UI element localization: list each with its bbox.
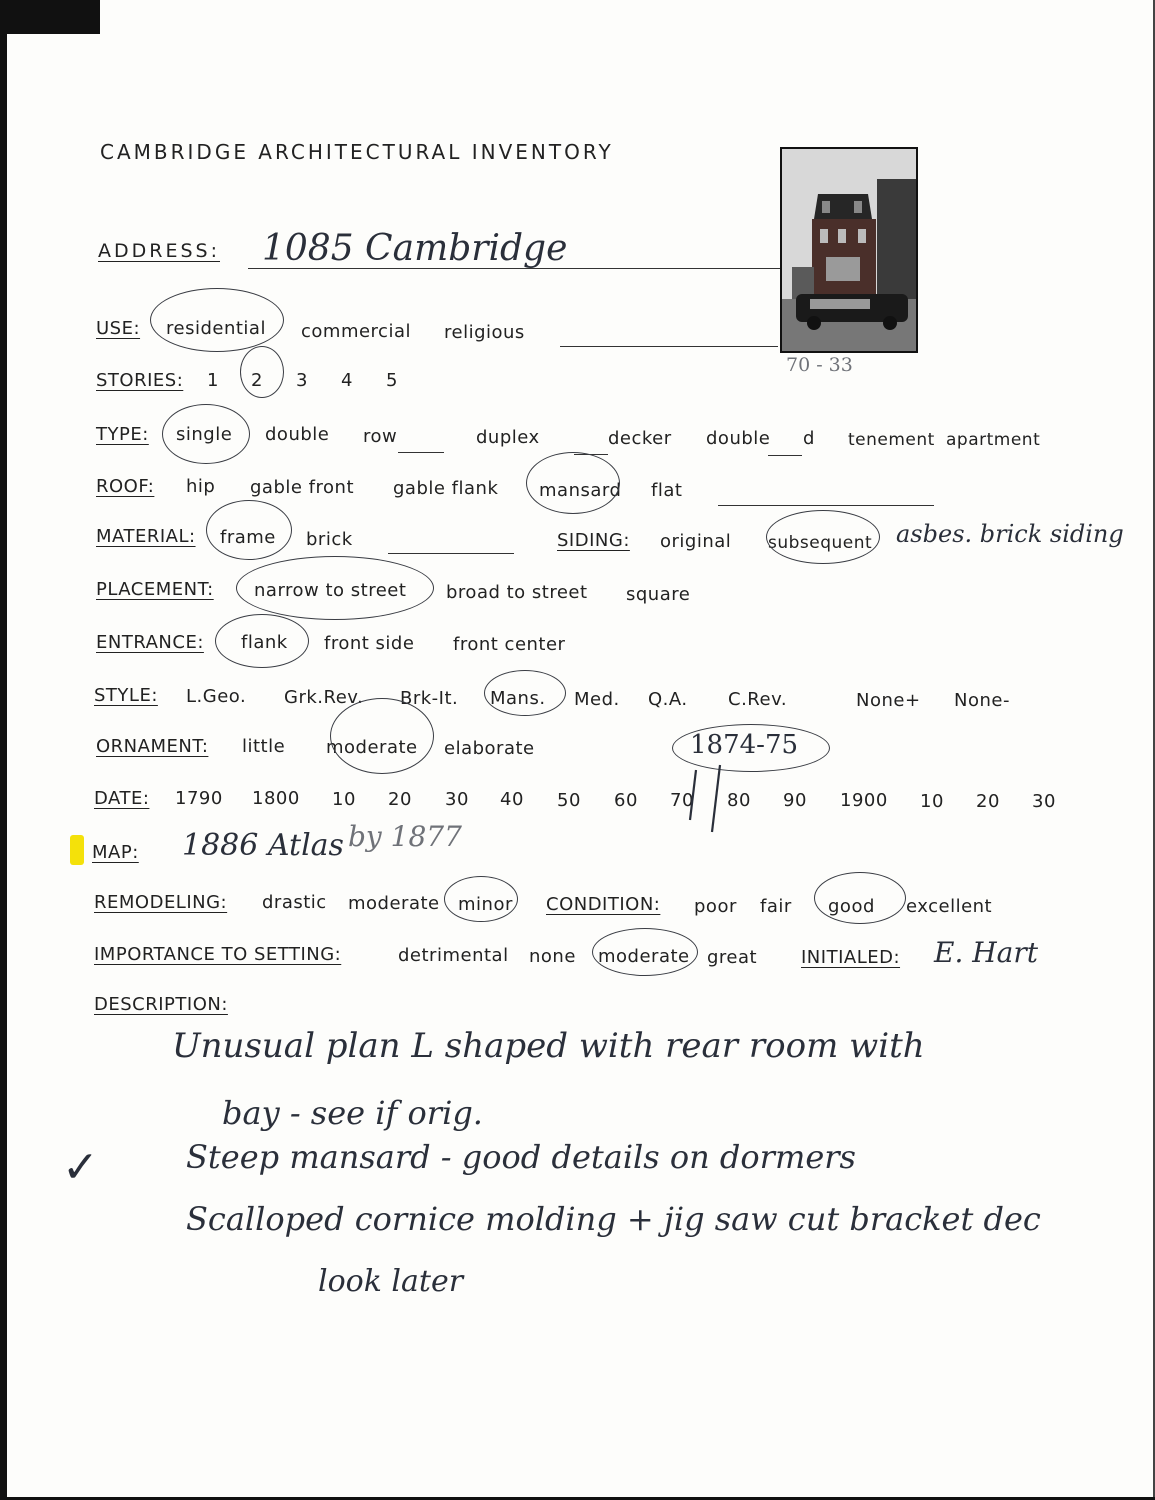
roof-option-gable-flank[interactable]: gable flank [393, 478, 499, 499]
type-option-duplex[interactable]: duplex [476, 427, 540, 448]
style-label: STYLE: [94, 685, 158, 706]
style-option-lgeo[interactable]: L.Geo. [186, 686, 247, 707]
description-check: ✓ [62, 1142, 99, 1193]
siding-label: SIDING: [557, 530, 630, 551]
material-label: MATERIAL: [96, 526, 196, 547]
siding-selected-circle [766, 510, 880, 564]
remodeling-label: REMODELING: [94, 892, 228, 913]
stories-selected-circle [240, 346, 284, 398]
date-option-10[interactable]: 10 [332, 789, 356, 810]
date-option-1930[interactable]: 30 [1032, 791, 1056, 812]
description-line-4[interactable]: Scalloped cornice molding + jig saw cut bracket dec [186, 1200, 1041, 1238]
type-double-d-blank [768, 455, 802, 456]
condition-option-good[interactable]: good [828, 896, 875, 917]
material-selected-circle [206, 500, 292, 560]
entrance-option-flank[interactable]: flank [241, 632, 288, 653]
type-option-double-d[interactable]: double [706, 428, 771, 449]
use-option-commercial[interactable]: commercial [301, 321, 411, 342]
roof-option-gable-front[interactable]: gable front [250, 477, 354, 498]
roof-option-mansard[interactable]: mansard [539, 480, 622, 501]
style-option-mans[interactable]: Mans. [490, 688, 546, 709]
use-label: USE: [96, 318, 141, 339]
stories-option-5[interactable]: 5 [386, 370, 398, 391]
house-photo-image [782, 149, 916, 351]
roof-selected-circle [526, 452, 620, 514]
date-option-80[interactable]: 80 [727, 790, 751, 811]
use-other-line [560, 346, 778, 347]
description-line-2[interactable]: bay - see if orig. [222, 1094, 483, 1132]
style-option-none-minus[interactable]: None- [954, 690, 1010, 711]
date-label: DATE: [94, 788, 150, 809]
siding-option-subsequent[interactable]: subsequent [768, 533, 873, 553]
style-option-crev[interactable]: C.Rev. [728, 689, 788, 710]
material-option-frame[interactable]: frame [220, 527, 276, 548]
roof-option-flat[interactable]: flat [651, 480, 683, 501]
description-line-1[interactable]: Unusual plan L shaped with rear room with [172, 1026, 925, 1066]
style-option-qa[interactable]: Q.A. [648, 689, 688, 710]
address-label: ADDRESS: [98, 240, 220, 262]
type-option-apartment[interactable]: apartment [946, 430, 1041, 450]
remodeling-selected-circle [444, 876, 518, 922]
ornament-selected-circle [330, 698, 434, 774]
photo-number: 70 - 33 [786, 354, 853, 376]
entrance-option-front-center[interactable]: front center [453, 634, 566, 655]
importance-option-none[interactable]: none [529, 946, 576, 967]
ornament-label: ORNAMENT: [96, 736, 209, 757]
style-option-none-plus[interactable]: None+ [856, 690, 921, 711]
condition-selected-circle [814, 872, 906, 924]
entrance-selected-circle [215, 614, 309, 668]
date-option-50[interactable]: 50 [557, 790, 581, 811]
date-option-40[interactable]: 40 [500, 789, 524, 810]
remodeling-option-drastic[interactable]: drastic [262, 892, 327, 913]
date-range-marks [672, 760, 762, 840]
stories-option-2[interactable]: 2 [251, 370, 263, 391]
condition-option-excellent[interactable]: excellent [906, 896, 993, 917]
type-option-single[interactable]: single [176, 424, 233, 445]
material-option-brick[interactable]: brick [306, 529, 353, 550]
remodeling-option-minor[interactable]: minor [458, 894, 513, 915]
siding-note[interactable]: asbes. brick siding [896, 520, 1124, 548]
description-line-5[interactable]: look later [318, 1264, 464, 1299]
siding-option-original[interactable]: original [660, 531, 732, 552]
date-option-1800[interactable]: 1800 [252, 788, 300, 809]
stories-option-1[interactable]: 1 [207, 370, 219, 391]
importance-option-great[interactable]: great [707, 947, 758, 968]
entrance-label: ENTRANCE: [96, 632, 204, 653]
type-row-blank [398, 452, 444, 453]
entrance-option-front-side[interactable]: front side [324, 633, 415, 654]
stories-option-3[interactable]: 3 [296, 370, 308, 391]
type-option-double[interactable]: double [265, 424, 330, 445]
placement-option-square[interactable]: square [626, 584, 691, 605]
condition-option-poor[interactable]: poor [694, 896, 737, 917]
stories-label: STORIES: [96, 370, 184, 391]
initialed-value[interactable]: E. Hart [934, 936, 1038, 969]
placement-option-broad[interactable]: broad to street [446, 582, 588, 603]
roof-other-line [718, 505, 934, 506]
importance-selected-circle [592, 928, 698, 976]
date-option-60[interactable]: 60 [614, 790, 638, 811]
style-option-grkrev[interactable]: Grk.Rev. [284, 687, 364, 708]
description-line-3[interactable]: Steep mansard - good details on dormers [186, 1138, 856, 1176]
stories-option-4[interactable]: 4 [341, 370, 353, 391]
style-selected-circle [484, 670, 566, 716]
type-option-tenement[interactable]: tenement [848, 430, 935, 450]
initialed-label: INITIALED: [801, 947, 901, 968]
map-label: MAP: [92, 842, 139, 863]
map-value[interactable]: 1886 Atlas [182, 828, 344, 863]
style-option-brkit[interactable]: Brk-It. [400, 688, 459, 709]
condition-option-fair[interactable]: fair [760, 896, 792, 917]
remodeling-option-moderate[interactable]: moderate [348, 893, 440, 914]
material-other-line [388, 553, 514, 554]
use-option-residential[interactable]: residential [166, 318, 266, 339]
map-highlight-mark [70, 835, 84, 865]
form-title: CAMBRIDGE ARCHITECTURAL INVENTORY [100, 140, 614, 164]
type-selected-circle [162, 404, 250, 464]
address-value[interactable]: 1085 Cambridge [262, 228, 568, 269]
house-photo [780, 147, 918, 353]
ornament-option-elaborate[interactable]: elaborate [444, 738, 535, 759]
type-option-decker[interactable]: decker [608, 428, 672, 449]
scan-left-edge [0, 0, 7, 1500]
date-option-70[interactable]: 70 [670, 790, 694, 811]
description-label: DESCRIPTION: [94, 994, 228, 1015]
placement-label: PLACEMENT: [96, 579, 214, 600]
condition-label: CONDITION: [546, 894, 661, 915]
roof-option-hip[interactable]: hip [186, 476, 216, 497]
style-option-med[interactable]: Med. [574, 689, 620, 710]
date-option-30[interactable]: 30 [445, 789, 469, 810]
type-label: TYPE: [96, 424, 149, 445]
scan-corner-mark [0, 0, 100, 34]
placement-option-narrow[interactable]: narrow to street [254, 580, 407, 601]
ornament-option-little[interactable]: little [242, 736, 286, 757]
placement-selected-circle [236, 556, 434, 620]
date-option-1920[interactable]: 20 [976, 791, 1000, 812]
importance-label: IMPORTANCE TO SETTING: [94, 944, 342, 965]
ornament-option-moderate[interactable]: moderate [326, 737, 418, 758]
date-note[interactable]: 1874-75 [690, 730, 799, 760]
type-option-row[interactable]: row [363, 426, 398, 447]
date-option-20[interactable]: 20 [388, 789, 412, 810]
date-option-1900[interactable]: 1900 [840, 790, 888, 811]
date-option-90[interactable]: 90 [783, 790, 807, 811]
use-option-religious[interactable]: religious [444, 322, 525, 343]
map-note[interactable]: by 1877 [348, 820, 462, 853]
date-option-1790[interactable]: 1790 [175, 788, 223, 809]
importance-option-detrimental[interactable]: detrimental [398, 945, 509, 966]
type-option-d: d [803, 428, 815, 449]
date-option-1910[interactable]: 10 [920, 791, 944, 812]
importance-option-moderate[interactable]: moderate [598, 946, 690, 967]
roof-label: ROOF: [96, 476, 155, 497]
use-selected-circle [150, 288, 284, 352]
